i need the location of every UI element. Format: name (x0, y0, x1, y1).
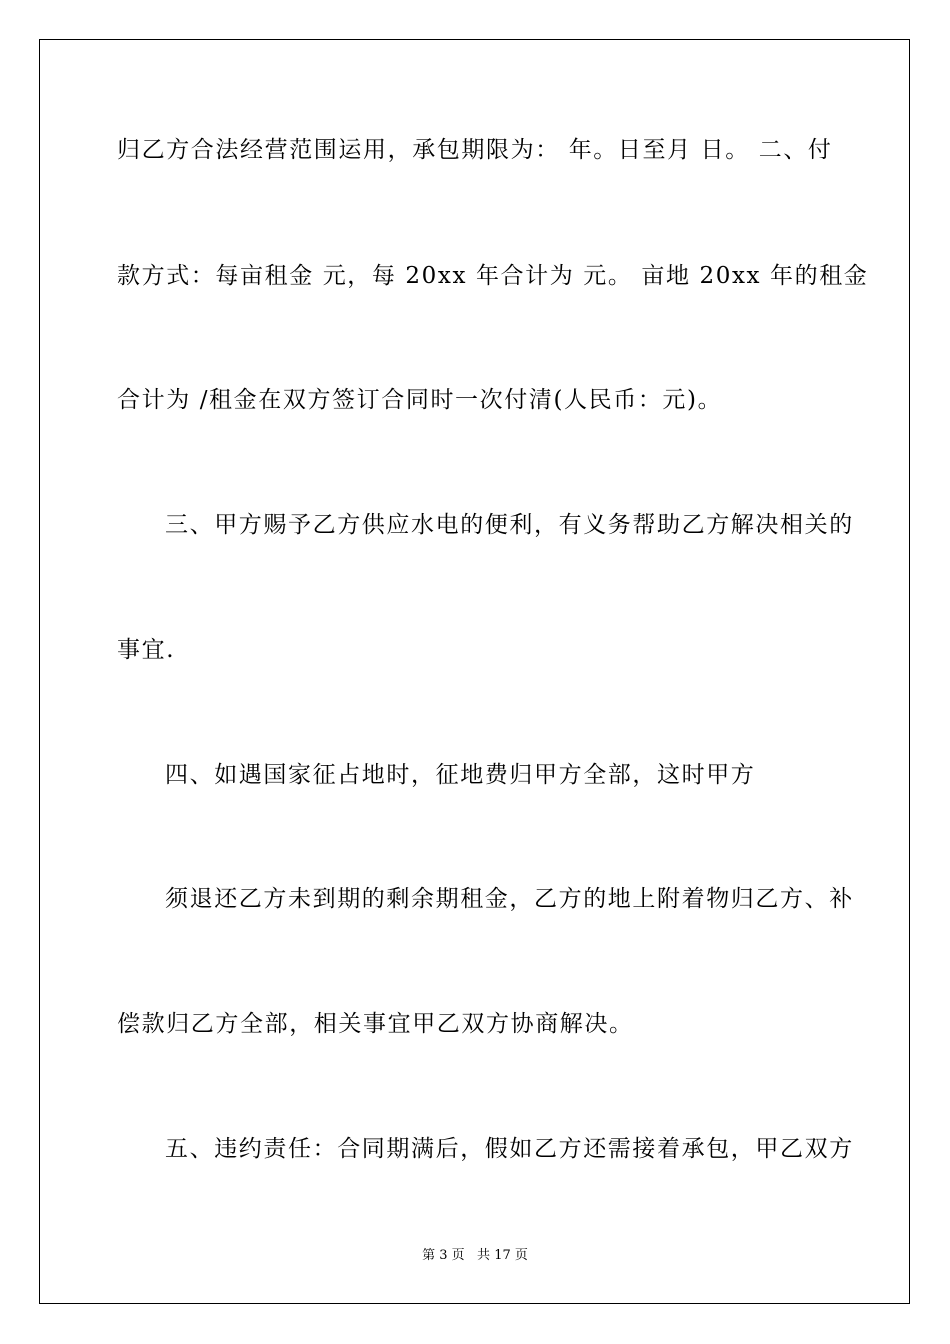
clause-five-text: 五、违约责任：合同期满后，假如乙方还需接着承包，甲乙双方 (165, 1136, 854, 1162)
clause-four-continuation-1: 须退还乙方未到期的剩余期租金，乙方的地上附着物归乙方、补 (165, 886, 854, 912)
page-number-footer: 第 3 页 共 17 页 (422, 1248, 528, 1263)
page-border (39, 39, 910, 1304)
body-text-line-2: 款方式：每亩租金 元，每 20xx 年合计为 元。 亩地 20xx 年的租金 (117, 263, 869, 289)
body-text-line-1: 归乙方合法经营范围运用，承包期限为： 年。日至月 日。 二、付 (117, 137, 833, 163)
clause-three-text: 三、甲方赐予乙方供应水电的便利，有义务帮助乙方解决相关的 (165, 512, 854, 538)
body-text-line-3: 合计为 /租金在双方签订合同时一次付清(人民币：元)。 (117, 387, 723, 413)
clause-four-continuation-2: 偿款归乙方全部，相关事宜甲乙双方协商解决。 (117, 1011, 634, 1037)
clause-three-continuation: 事宜. (117, 637, 176, 663)
clause-four-text: 四、如遇国家征占地时，征地费归甲方全部，这时甲方 (165, 762, 756, 788)
